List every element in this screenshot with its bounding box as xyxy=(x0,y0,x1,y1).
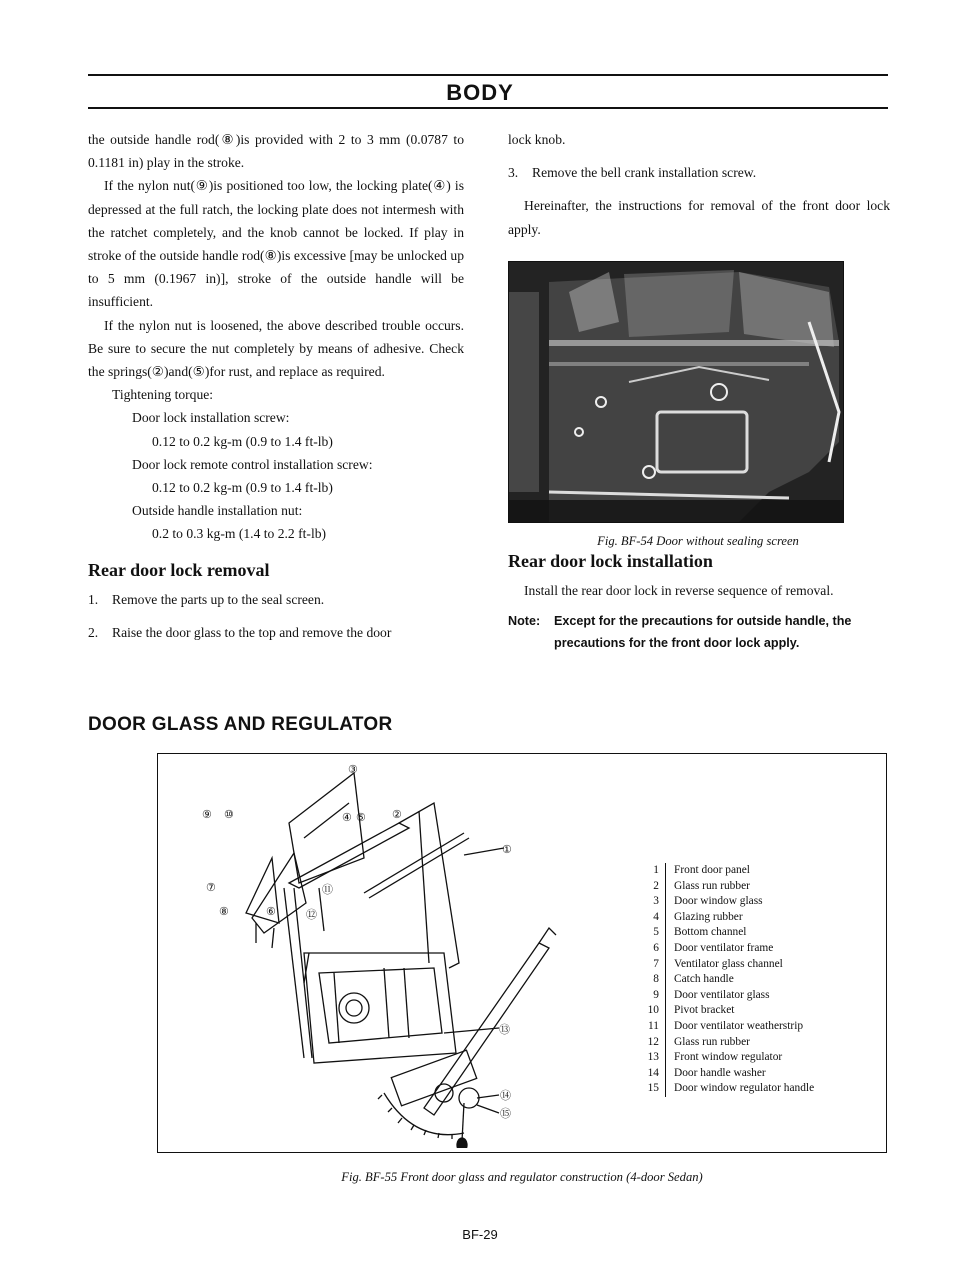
torque-item-value: 0.2 to 0.3 kg-m (1.4 to 2.2 ft-lb) xyxy=(152,526,327,542)
legend-text: Door window regulator handle xyxy=(674,1082,815,1095)
callout-label: ⑮ xyxy=(500,1107,511,1120)
legend-number: 12 xyxy=(634,1035,666,1051)
rear-door-lock-removal-heading: Rear door lock removal xyxy=(88,559,270,580)
section-title: DOOR GLASS AND REGULATOR xyxy=(88,714,393,735)
step-number: 2. xyxy=(88,624,99,640)
legend-number: 11 xyxy=(634,1019,666,1035)
legend-text: Front door panel xyxy=(674,864,750,876)
callout-label: ⑨ xyxy=(202,808,212,821)
paragraph-installation: Install the rear door lock in reverse sequence of removal. xyxy=(524,582,834,598)
legend-row xyxy=(634,1081,864,1097)
note-block xyxy=(508,610,890,654)
left-column xyxy=(88,128,464,644)
legend-number: 3 xyxy=(634,894,666,910)
legend-text: Door ventilator weatherstrip xyxy=(674,1019,804,1032)
callout-label: ③ xyxy=(348,763,358,776)
legend-text: Bottom channel xyxy=(674,926,747,939)
removal-step xyxy=(88,588,464,611)
step-text: Remove the parts up to the seal screen. xyxy=(112,591,325,607)
paragraph-nylon-nut-low: If the nylon nut(⑨)is positioned too low, the locking plate(④) is depressed at the full ratch, the locking plate does not intermesh with the ratchet completely, and the knob cannot be locked. If play in stroke of the outside handle rod(⑧)is excessive [may be unlocked up to 5 mm (0.1967 in)], stroke of the outside handle will be insufficient. xyxy=(88,178,464,310)
callout-label: ⑩ xyxy=(224,808,234,821)
paragraph-hereinafter: Hereinafter, the instructions for removal of the front door lock apply. xyxy=(508,198,890,237)
parts-legend-table xyxy=(634,863,864,1097)
paragraph-continuation: the outside handle rod(⑧)is provided with 2 to 3 mm (0.0787 to 0.1181 in) play in the stroke. xyxy=(88,132,464,171)
legend-row xyxy=(634,1019,864,1035)
legend-number: 4 xyxy=(634,910,666,926)
legend-number: 15 xyxy=(634,1081,666,1097)
door-photo-image xyxy=(508,261,844,523)
callout-label: ⑫ xyxy=(306,908,317,921)
legend-text: Catch handle xyxy=(674,973,734,986)
legend-text: Door ventilator frame xyxy=(674,941,774,954)
note-text: Except for the precautions for outside handle, the xyxy=(554,614,852,629)
header-rule-top xyxy=(88,74,888,76)
legend-row xyxy=(634,1035,864,1051)
legend-row xyxy=(634,925,864,941)
figure-caption-bf-55: Fig. BF-55 Front door glass and regulator construction (4-door Sedan) xyxy=(341,1170,703,1184)
callout-label: ⑭ xyxy=(500,1089,511,1102)
callout-label: ⑦ xyxy=(206,881,216,894)
torque-label: Tightening torque: xyxy=(112,387,214,403)
callout-label: ⑪ xyxy=(322,883,333,896)
legend-text: Front window regulator xyxy=(674,1051,783,1064)
step-number: 3. xyxy=(508,165,519,181)
legend-text: Glazing rubber xyxy=(674,910,743,923)
page-header-title: BODY xyxy=(446,80,514,105)
callout-label: ⑤ xyxy=(356,811,366,824)
callout-label: ① xyxy=(502,843,512,856)
legend-number: 13 xyxy=(634,1050,666,1066)
legend-row xyxy=(634,972,864,988)
paragraph-nylon-nut-loose: If the nylon nut is loosened, the above described trouble occurs. Be sure to secure the nut completely by means of adhesive. Check the springs(②)and(⑤)for rust, and replace as required. xyxy=(88,317,464,380)
legend-row xyxy=(634,988,864,1004)
legend-number: 14 xyxy=(634,1066,666,1082)
note-text: precautions for the front door lock apply. xyxy=(554,636,800,651)
step-text: Remove the bell crank installation screw. xyxy=(532,165,757,181)
paragraph-lock-knob: lock knob. xyxy=(508,132,566,147)
legend-text: Glass run rubber xyxy=(674,1035,750,1048)
legend-number: 7 xyxy=(634,957,666,973)
legend-number: 10 xyxy=(634,1003,666,1019)
legend-text: Ventilator glass channel xyxy=(674,957,783,970)
callout-label: ⑬ xyxy=(499,1023,510,1036)
torque-item-name: Door lock remote control installation screw: xyxy=(132,456,373,472)
legend-number: 6 xyxy=(634,941,666,957)
removal-step xyxy=(508,161,890,184)
torque-item-name: Outside handle installation nut: xyxy=(132,503,303,519)
callout-label: ② xyxy=(392,808,402,821)
legend-row xyxy=(634,941,864,957)
callout-label: ⑧ xyxy=(219,905,229,918)
header-rule-bottom xyxy=(88,107,888,109)
legend-row xyxy=(634,863,864,879)
legend-number: 1 xyxy=(634,863,666,879)
legend-text: Door ventilator glass xyxy=(674,988,770,1001)
step-text: Raise the door glass to the top and remove the door xyxy=(112,624,392,640)
legend-row xyxy=(634,957,864,973)
figure-caption-bf-54: Fig. BF-54 Door without sealing screen xyxy=(597,534,799,548)
callout-label: ⑥ xyxy=(266,905,276,918)
legend-row xyxy=(634,1003,864,1019)
legend-number: 9 xyxy=(634,988,666,1004)
legend-number: 5 xyxy=(634,925,666,941)
legend-row xyxy=(634,879,864,895)
removal-step xyxy=(88,621,464,644)
torque-item-value: 0.12 to 0.2 kg-m (0.9 to 1.4 ft-lb) xyxy=(152,433,333,449)
legend-row xyxy=(634,894,864,910)
legend-text: Pivot bracket xyxy=(674,1004,735,1017)
step-number: 1. xyxy=(88,591,99,607)
torque-item-value: 0.12 to 0.2 kg-m (0.9 to 1.4 ft-lb) xyxy=(152,480,333,496)
legend-row xyxy=(634,1050,864,1066)
legend-number: 8 xyxy=(634,972,666,988)
legend-row xyxy=(634,1066,864,1082)
rear-door-lock-installation-heading: Rear door lock installation xyxy=(508,550,713,571)
door-photo-illustration xyxy=(509,262,844,523)
legend-row xyxy=(634,910,864,926)
page-number: BF-29 xyxy=(462,1227,498,1242)
callout-label: ④ xyxy=(342,811,352,824)
legend-text: Door handle washer xyxy=(674,1066,766,1079)
door-glass-regulator-diagram xyxy=(194,763,594,1148)
note-label: Note: xyxy=(508,614,541,629)
legend-text: Door window glass xyxy=(674,895,763,908)
legend-number: 2 xyxy=(634,879,666,895)
legend-text: Glass run rubber xyxy=(674,879,750,892)
torque-item-name: Door lock installation screw: xyxy=(132,410,290,426)
